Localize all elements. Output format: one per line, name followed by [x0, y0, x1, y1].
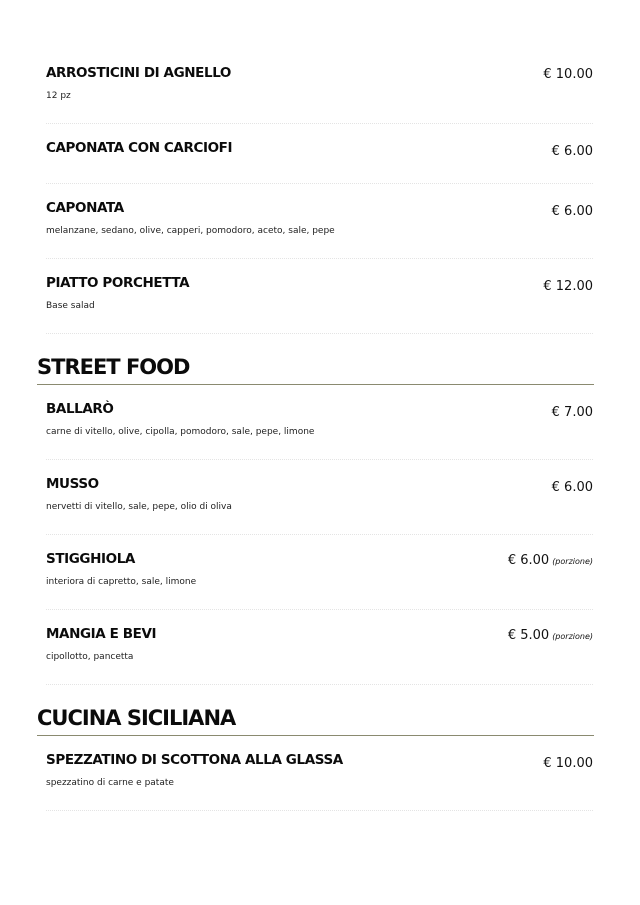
item-description: carne di vitello, olive, cipolla, pomodoro, sale, pepe, limone [46, 427, 315, 437]
price-value: € 6.00 [507, 553, 550, 568]
item-name: ARROSTICINI DI AGNELLO [46, 65, 231, 81]
item-name: CAPONATA [46, 200, 124, 216]
item-name: MUSSO [46, 476, 99, 492]
item-price: € 10.00 [543, 756, 593, 771]
menu-item [46, 65, 593, 102]
item-name: STIGGHIOLA [46, 551, 135, 567]
item-price: € 12.00 [543, 279, 593, 294]
item-name: PIATTO PORCHETTA [46, 275, 190, 291]
item-price [508, 553, 593, 570]
section-rule [37, 735, 594, 736]
menu-item [46, 401, 593, 438]
item-price: € 10.00 [543, 67, 593, 82]
item-description: cipollotto, pancetta [46, 652, 134, 662]
item-name: CAPONATA CON CARCIOFI [46, 140, 233, 156]
item-description: 12 pz [46, 91, 71, 101]
item-name: SPEZZATINO DI SCOTTONA ALLA GLASSA [46, 752, 343, 768]
menu-item [46, 275, 593, 312]
menu-item [46, 752, 593, 789]
section-rule [37, 384, 594, 385]
item-divider [46, 609, 593, 610]
item-divider [46, 684, 593, 685]
item-price: € 6.00 [551, 480, 593, 495]
section-title: CUCINA SICILIANA [37, 706, 236, 730]
item-description: Base salad [46, 301, 95, 311]
menu-item [46, 476, 593, 513]
item-price: € 6.00 [551, 204, 593, 219]
menu-item [46, 626, 593, 663]
section-title: STREET FOOD [37, 355, 190, 379]
item-divider [46, 333, 593, 334]
menu-item [46, 551, 593, 588]
item-description: interiora di capretto, sale, limone [46, 577, 197, 587]
item-price [508, 628, 593, 645]
price-value: € 5.00 [507, 628, 550, 643]
item-price: € 6.00 [551, 144, 593, 159]
menu-item [46, 200, 593, 237]
item-divider [46, 459, 593, 460]
item-divider [46, 183, 593, 184]
item-price: € 7.00 [551, 405, 593, 420]
item-description: melanzane, sedano, olive, capperi, pomodoro, aceto, sale, pepe [46, 226, 335, 236]
price-unit: (porzione) [552, 632, 593, 641]
price-unit: (porzione) [552, 557, 593, 566]
menu-item [46, 140, 593, 159]
item-description: nervetti di vitello, sale, pepe, olio di oliva [46, 502, 232, 512]
item-divider [46, 534, 593, 535]
item-description: spezzatino di carne e patate [46, 778, 174, 788]
item-divider [46, 123, 593, 124]
item-name: BALLARÒ [46, 401, 114, 417]
item-divider [46, 258, 593, 259]
item-divider [46, 810, 593, 811]
item-name: MANGIA E BEVI [46, 626, 157, 642]
